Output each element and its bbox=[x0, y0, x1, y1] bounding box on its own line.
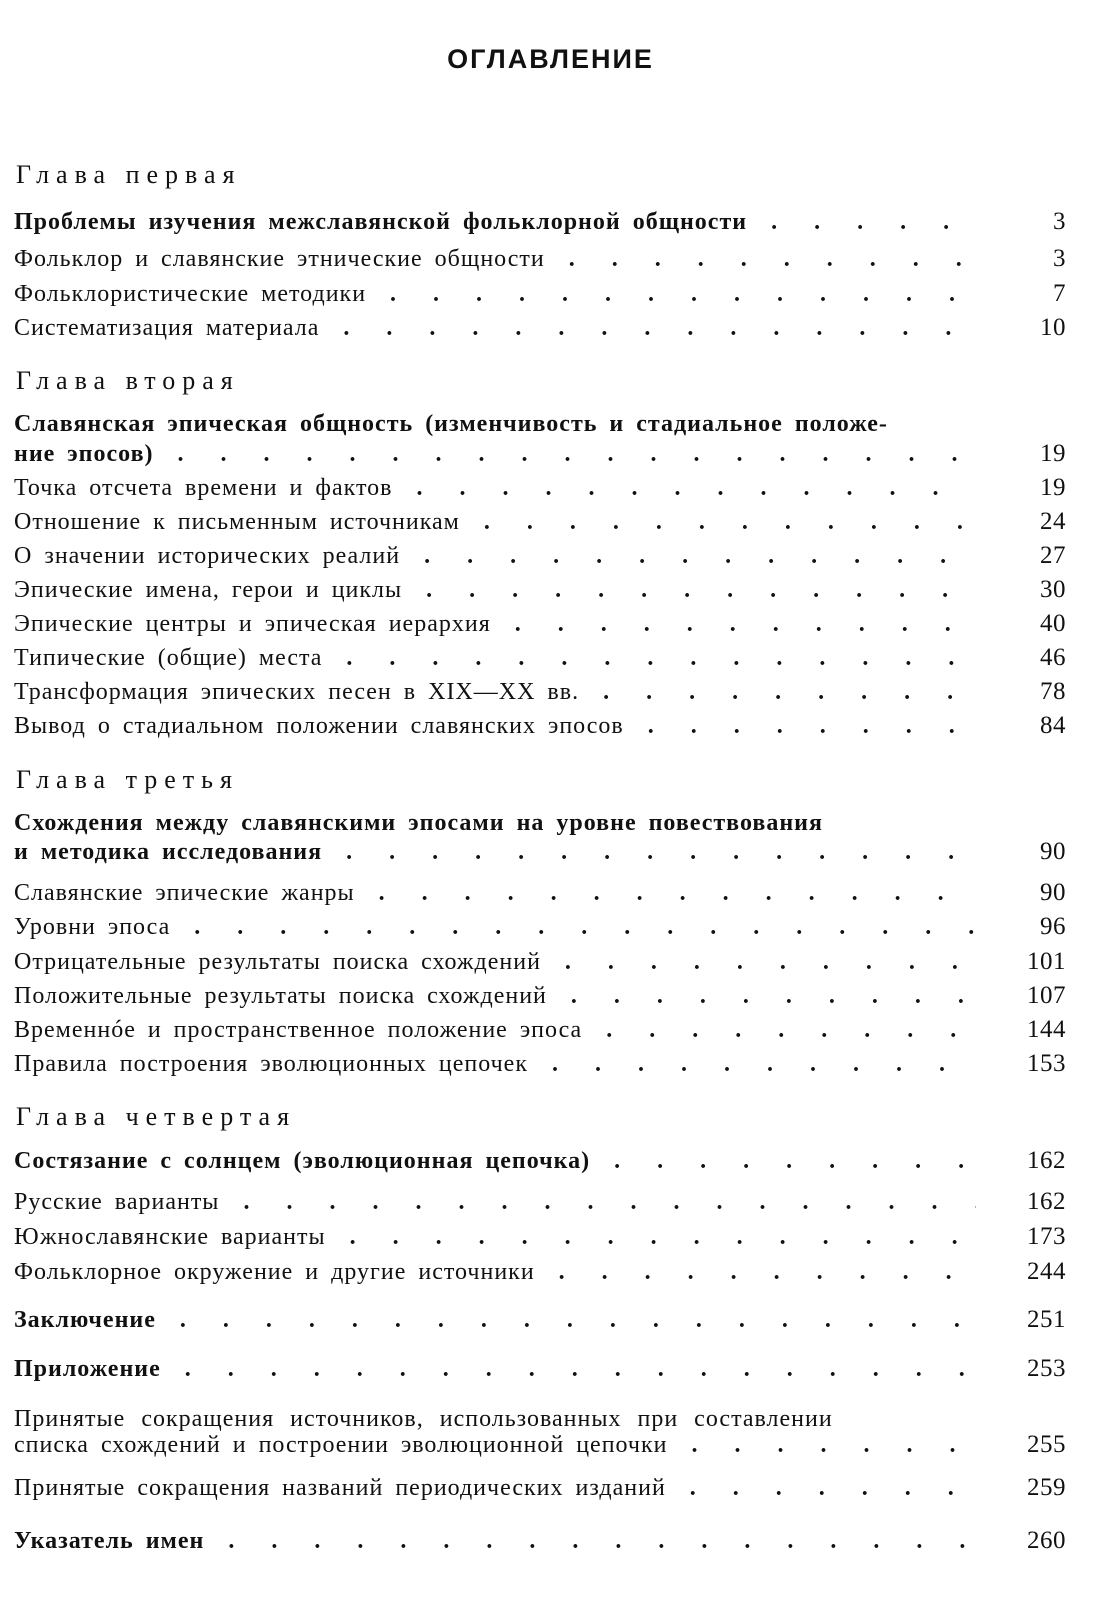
toc-entry[interactable] bbox=[14, 471, 1066, 505]
entry-page: 251 bbox=[1027, 1306, 1066, 1333]
toc-entry[interactable] bbox=[14, 675, 1066, 709]
toc-entry[interactable] bbox=[14, 1220, 1066, 1254]
toc-entry[interactable] bbox=[14, 1047, 1066, 1081]
chapter-1-label: Глава первая bbox=[16, 160, 242, 189]
abbrev-sources-entry[interactable] bbox=[14, 1428, 1066, 1462]
entry-title: Уровни эпоса . . . bbox=[14, 910, 976, 944]
entry-title: Положительные результаты поиска схождений . . . bbox=[14, 979, 976, 1013]
toc-entry[interactable] bbox=[14, 945, 1066, 979]
entry-page: 144 bbox=[1027, 1016, 1066, 1043]
chapter-3-heading-line1: Схождения между славянскими эпосами на уровне повествования bbox=[14, 810, 823, 836]
entry-page: 162 bbox=[1027, 1147, 1066, 1174]
entry-page: 244 bbox=[1027, 1258, 1066, 1285]
entry-title: Временнóе и пространственное положение эпоса . . . bbox=[14, 1013, 976, 1047]
entry-page: 259 bbox=[1027, 1474, 1066, 1501]
toc-entry[interactable] bbox=[14, 979, 1066, 1013]
entry-title: Заключение . . . bbox=[14, 1303, 976, 1337]
entry-title: Отрицательные результаты поиска схождений . . . bbox=[14, 945, 976, 979]
entry-page: 101 bbox=[1027, 948, 1066, 975]
entry-title: Указатель имен . . . bbox=[14, 1524, 976, 1558]
entry-title: списка схождений и построении эволюционной цепочки . . . bbox=[14, 1428, 976, 1462]
entry-page: 255 bbox=[1027, 1431, 1066, 1458]
entry-title: ние эпосов) . . . bbox=[14, 437, 976, 471]
entry-page: 253 bbox=[1027, 1355, 1066, 1382]
entry-page: 84 bbox=[1040, 712, 1066, 739]
entry-page: 27 bbox=[1040, 542, 1066, 569]
toc-entry[interactable] bbox=[14, 277, 1066, 311]
toc-entry[interactable] bbox=[14, 242, 1066, 276]
chapter-2-label: Глава вторая bbox=[16, 366, 240, 395]
toc-entry[interactable] bbox=[14, 607, 1066, 641]
table-of-contents bbox=[14, 0, 1066, 1600]
entry-page: 153 bbox=[1027, 1050, 1066, 1077]
entry-page: 162 bbox=[1027, 1188, 1066, 1215]
chapter-2-heading-line1: Славянская эпическая общность (изменчивость и стадиальное положе- bbox=[14, 411, 888, 437]
entry-page: 3 bbox=[1053, 208, 1066, 235]
entry-title: и методика исследования . . . bbox=[14, 835, 976, 869]
chapter-3-heading[interactable] bbox=[14, 835, 1066, 869]
toc-entry[interactable] bbox=[14, 910, 1066, 944]
chapter-3-label: Глава третья bbox=[16, 765, 239, 794]
entry-page: 107 bbox=[1027, 982, 1066, 1009]
toc-entry[interactable] bbox=[14, 1185, 1066, 1219]
entry-page: 30 bbox=[1040, 576, 1066, 603]
toc-entry[interactable] bbox=[14, 709, 1066, 743]
entry-page: 3 bbox=[1053, 245, 1066, 272]
toc-entry[interactable] bbox=[14, 641, 1066, 675]
abbrev-sources-line1: Принятые сокращения источников, использованных при составлении bbox=[14, 1406, 833, 1432]
entry-title: Фольклорное окружение и другие источники . . . bbox=[14, 1255, 976, 1289]
abbrev-periodicals-entry[interactable] bbox=[14, 1471, 1066, 1505]
toc-entry[interactable] bbox=[14, 1013, 1066, 1047]
entry-page: 173 bbox=[1027, 1223, 1066, 1250]
toc-entry[interactable] bbox=[14, 505, 1066, 539]
entry-page: 90 bbox=[1040, 879, 1066, 906]
entry-page: 19 bbox=[1040, 474, 1066, 501]
chapter-4-label: Глава четвертая bbox=[16, 1102, 297, 1131]
entry-title: Отношение к письменным источникам . . . bbox=[14, 505, 976, 539]
entry-title: О значении исторических реалий . . . bbox=[14, 539, 976, 573]
entry-page: 46 bbox=[1040, 644, 1066, 671]
entry-page: 7 bbox=[1053, 280, 1066, 307]
entry-page: 10 bbox=[1040, 314, 1066, 341]
entry-title: Вывод о стадиальном положении славянских эпосов . . . bbox=[14, 709, 976, 743]
entry-page: 78 bbox=[1040, 678, 1066, 705]
entry-title: Принятые сокращения названий периодических изданий . . . bbox=[14, 1471, 976, 1505]
entry-page: 19 bbox=[1040, 440, 1066, 467]
entry-title: Фольклористические методики . . . bbox=[14, 277, 976, 311]
entry-page: 40 bbox=[1040, 610, 1066, 637]
toc-entry[interactable] bbox=[14, 876, 1066, 910]
entry-title: Проблемы изучения межславянской фольклорной общности . . . bbox=[14, 205, 976, 239]
name-index-entry[interactable] bbox=[14, 1524, 1066, 1558]
toc-entry[interactable] bbox=[14, 1255, 1066, 1289]
entry-page: 96 bbox=[1040, 913, 1066, 940]
entry-title: Состязание с солнцем (эволюционная цепочка) . . . bbox=[14, 1144, 976, 1178]
toc-entry[interactable] bbox=[14, 311, 1066, 345]
toc-entry[interactable] bbox=[14, 539, 1066, 573]
chapter-2-heading[interactable] bbox=[14, 437, 1066, 471]
entry-page: 24 bbox=[1040, 508, 1066, 535]
toc-entry[interactable] bbox=[14, 573, 1066, 607]
entry-title: Южнославянские варианты . . . bbox=[14, 1220, 976, 1254]
page-title: ОГЛАВЛЕНИЕ bbox=[447, 44, 654, 74]
entry-title: Систематизация материала . . . bbox=[14, 311, 976, 345]
entry-page: 260 bbox=[1027, 1527, 1066, 1554]
conclusion-entry[interactable] bbox=[14, 1303, 1066, 1337]
chapter-4-heading[interactable] bbox=[14, 1144, 1066, 1178]
entry-title: Типические (общие) места . . . bbox=[14, 641, 976, 675]
entry-title: Славянские эпические жанры . . . bbox=[14, 876, 976, 910]
entry-title: Фольклор и славянские этнические общности . . . bbox=[14, 242, 976, 276]
chapter-1-heading[interactable] bbox=[14, 205, 1066, 239]
entry-title: Эпические имена, герои и циклы . . . bbox=[14, 573, 976, 607]
entry-title: Точка отсчета времени и фактов . . . bbox=[14, 471, 976, 505]
appendix-entry[interactable] bbox=[14, 1352, 1066, 1386]
entry-title: Эпические центры и эпическая иерархия . . . bbox=[14, 607, 976, 641]
entry-title: Правила построения эволюционных цепочек . . . bbox=[14, 1047, 976, 1081]
entry-title: Трансформация эпических песен в XIX—XX вв. . . . bbox=[14, 675, 976, 709]
entry-title: Приложение . . . bbox=[14, 1352, 976, 1386]
entry-title: Русские варианты . . . bbox=[14, 1185, 976, 1219]
entry-page: 90 bbox=[1040, 838, 1066, 865]
